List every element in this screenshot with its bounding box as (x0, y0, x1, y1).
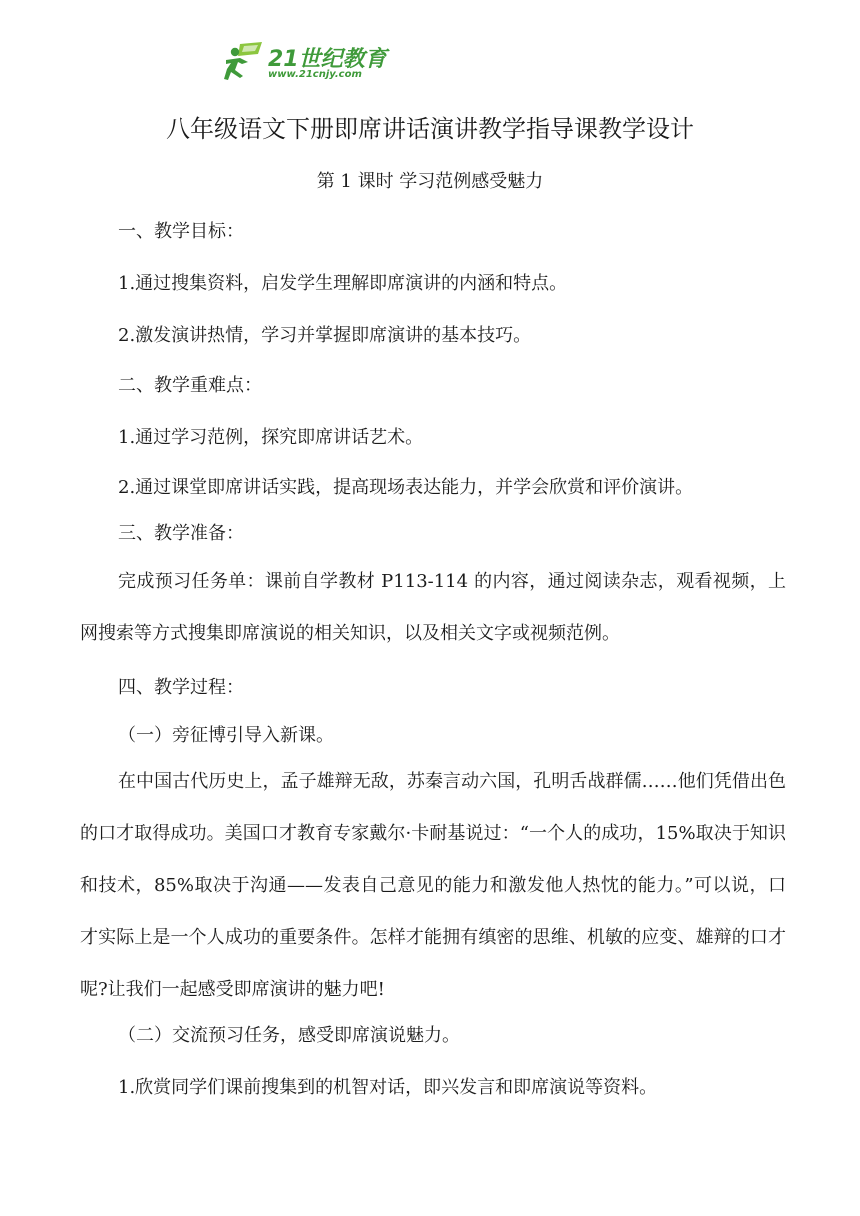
goal-item-2: 2.激发演讲热情，学习并掌握即席演讲的基本技巧。 (118, 325, 532, 346)
section-heading-preparation: 三、教学准备： (118, 523, 244, 544)
section-heading-process: 四、教学过程： (118, 677, 244, 698)
section-heading-key-points: 二、教学重难点： (118, 375, 262, 396)
key-point-1: 1.通过学习范例，探究即席讲话艺术。 (118, 427, 424, 448)
logo-url-text: www.21cnjy.com (268, 69, 362, 80)
step-1-heading: （一）旁征博引导入新课。 (118, 725, 334, 746)
preparation-paragraph: 完成预习任务单：课前自学教材 P113-114 的内容，通过阅读杂志，观看视频，上网搜索等方式搜集即席演说的相关知识，以及相关文字或视频范例。 (80, 571, 786, 644)
intro-paragraph: 在中国古代历史上，孟子雄辩无敌，苏秦言动六国，孔明舌战群儒……他们凭借出色的口才取得成功。美国口才教育专家戴尔·卡耐基说过：“一个人的成功，15%取决于知识和技术，85%取决于沟通——发表自己意见的能力和激发他人热忱的能力。”可以说，口才实际上是一个人成功的重要条件。怎样才能拥有缜密的思维、机敏的应变、雄辩的口才呢?让我们一起感受即席演讲的魅力吧! (80, 771, 786, 1000)
goal-item-1: 1.通过搜集资料，启发学生理解即席演讲的内涵和特点。 (118, 273, 568, 294)
step-2-item-1: 1.欣赏同学们课前搜集到的机智对话，即兴发言和即席演说等资料。 (118, 1077, 658, 1098)
runner-logo-icon (218, 40, 268, 84)
document-subtitle: 第 1 课时 学习范例感受魅力 (316, 171, 544, 192)
site-logo (218, 40, 398, 88)
section-heading-goals: 一、教学目标： (118, 221, 244, 242)
logo-brand-text: 21世纪教育 (268, 47, 387, 72)
key-point-2: 2.通过课堂即席讲话实践，提高现场表达能力，并学会欣赏和评价演讲。 (118, 477, 694, 498)
document-title: 八年级语文下册即席讲话演讲教学指导课教学设计 (166, 115, 694, 143)
step-2-heading: （二）交流预习任务，感受即席演说魅力。 (118, 1025, 460, 1046)
